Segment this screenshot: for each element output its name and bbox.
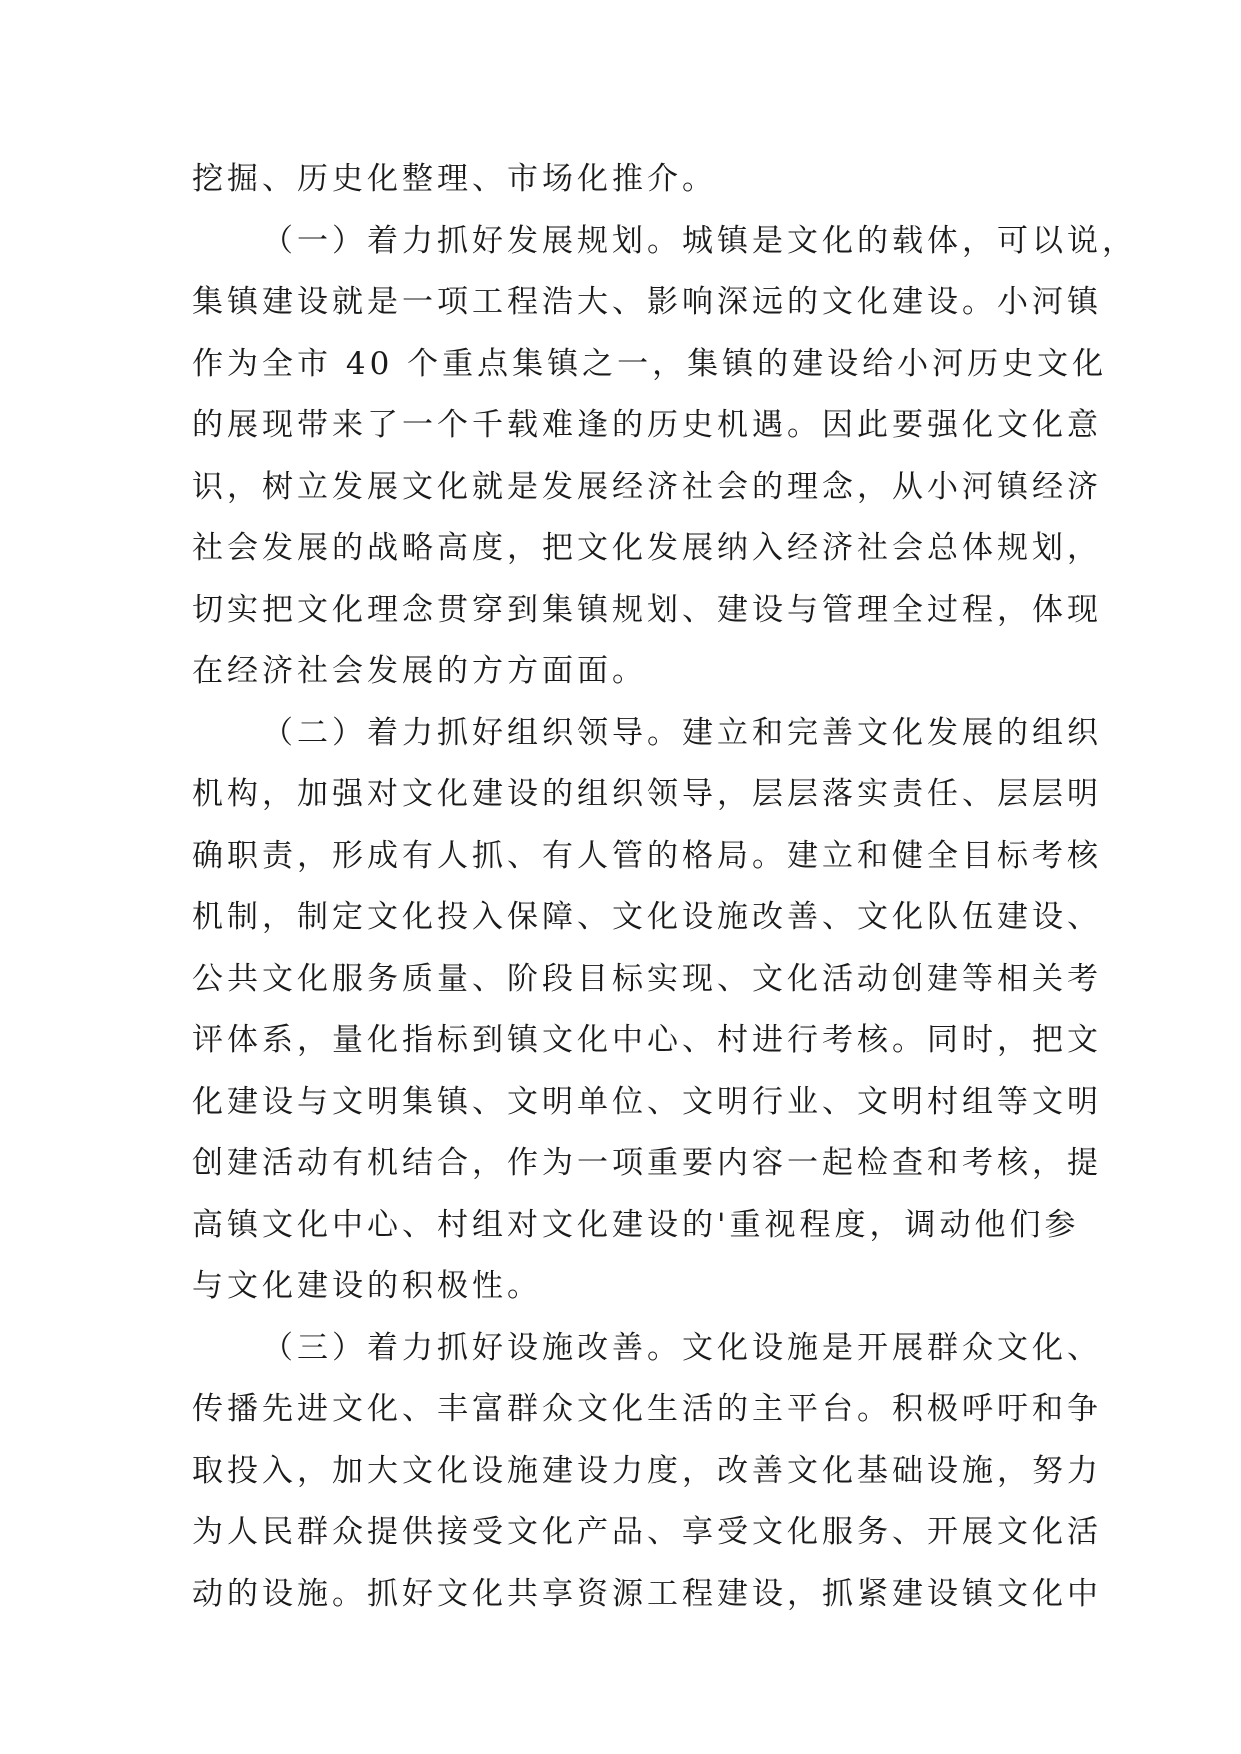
text-line: 集镇建设就是一项工程浩大、影响深远的文化建设。小河镇 — [192, 284, 1102, 320]
text-line: 评体系，量化指标到镇文化中心、村进行考核。同时，把文 — [192, 1022, 1102, 1058]
text-line: 公共文化服务质量、阶段目标实现、文化活动创建等相关考 — [192, 960, 1102, 997]
text-line: 切实把文化理念贯穿到集镇规划、建设与管理全过程，体现 — [192, 591, 1102, 628]
paragraph-start-line: （三）着力抓好设施改善。文化设施是开展群众文化、 — [262, 1329, 1102, 1366]
text-line: 动的设施。抓好文化共享资源工程建设，抓紧建设镇文化中 — [192, 1575, 1102, 1612]
text-line: 在经济社会发展的方方面面。 — [192, 653, 647, 689]
text-line: 识，树立发展文化就是发展经济社会的理念，从小河镇经济 — [192, 468, 1102, 505]
text-line: 确职责，形成有人抓、有人管的格局。建立和健全目标考核 — [192, 837, 1102, 874]
text-line: 挖掘、历史化整理、市场化推介。 — [192, 161, 717, 197]
text-line: 机制，制定文化投入保障、文化设施改善、文化队伍建设、 — [192, 899, 1102, 935]
text-line: 传播先进文化、丰富群众文化生活的主平台。积极呼吁和争 — [192, 1391, 1102, 1427]
paragraph-start-line: （二）着力抓好组织领导。建立和完善文化发展的组织 — [262, 714, 1102, 751]
text-line: 高镇文化中心、村组对文化建设的'重视程度，调动他们参 — [192, 1206, 1080, 1243]
text-line: 作为全市 40 个重点集镇之一，集镇的建设给小河历史文化 — [192, 345, 1108, 382]
document-body — [192, 149, 1137, 1625]
text-line: 与文化建设的积极性。 — [192, 1268, 542, 1304]
text-line: 社会发展的战略高度，把文化发展纳入经济社会总体规划， — [192, 530, 1102, 566]
text-line: 取投入，加大文化设施建设力度，改善文化基础设施，努力 — [192, 1452, 1102, 1489]
text-line: 的展现带来了一个千载难逢的历史机遇。因此要强化文化意 — [192, 407, 1102, 443]
paragraph-start-line: （一）着力抓好发展规划。城镇是文化的载体，可以说， — [262, 222, 1137, 259]
text-line: 化建设与文明集镇、文明单位、文明行业、文明村组等文明 — [192, 1083, 1102, 1120]
text-line: 机构，加强对文化建设的组织领导，层层落实责任、层层明 — [192, 776, 1102, 812]
text-line: 创建活动有机结合，作为一项重要内容一起检查和考核，提 — [192, 1145, 1102, 1181]
text-line: 为人民群众提供接受文化产品、享受文化服务、开展文化活 — [192, 1514, 1102, 1550]
